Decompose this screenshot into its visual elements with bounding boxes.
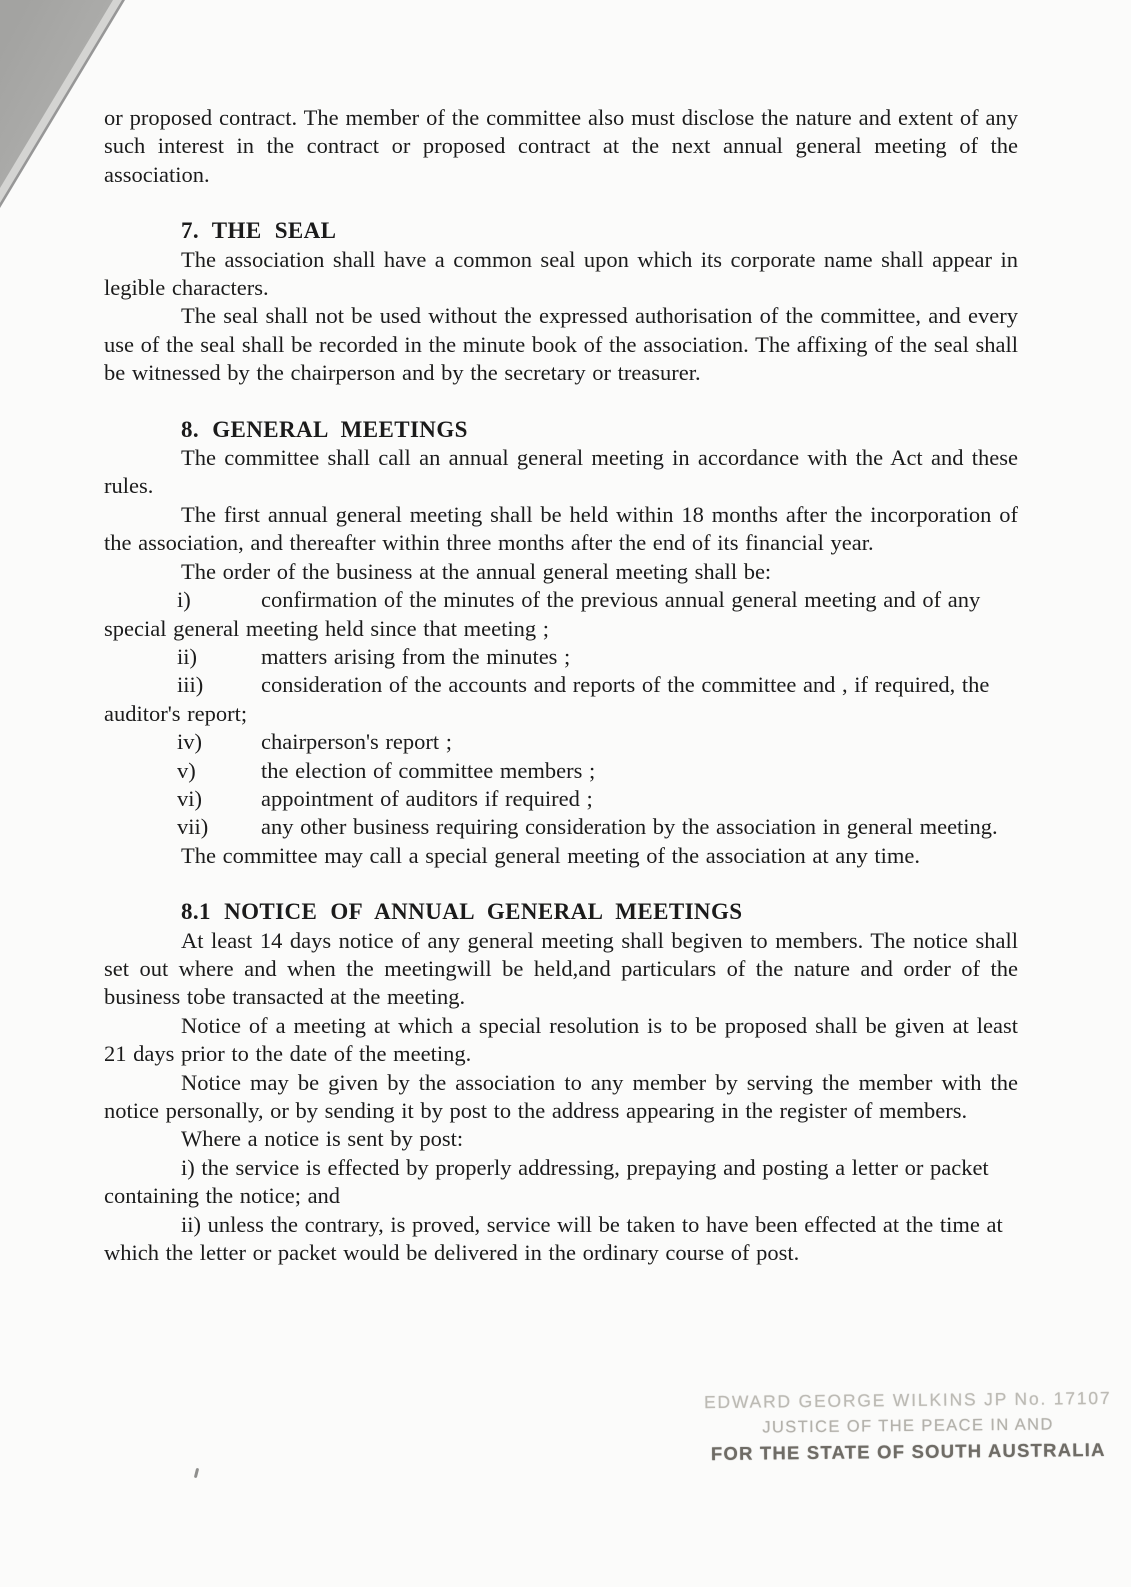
section-8-paragraph-3: The order of the business at the annual general meeting shall be: xyxy=(181,558,772,584)
post-rule-text: unless the contrary, is proved, service will be taken to have been effected at the time at which the letter or packet would be delivered in the ordinary course of post. xyxy=(104,1211,1003,1266)
agenda-item-marker: v) xyxy=(177,757,196,783)
post-rule-marker: ii) xyxy=(181,1211,201,1237)
section-8-1-paragraph-1: At least 14 days notice of any general meeting shall begiven to members. The notice shall set out where and when the meetingwill be held,and particulars of the nature and order of the business tobe transacted at the meeting. xyxy=(104,927,1018,1010)
stamp-state-line: FOR THE STATE OF SOUTH AUSTRALIA xyxy=(710,1438,1106,1465)
agenda-item-text: appointment of auditors if required ; xyxy=(261,785,593,811)
agenda-item-marker: i) xyxy=(177,587,191,613)
section-7-heading: 7. THE SEAL xyxy=(181,218,337,244)
agenda-item-iv xyxy=(104,728,1018,756)
stamp-name-line: EDWARD GEORGE WILKINS JP No. 17107 xyxy=(703,1387,1112,1413)
section-8-paragraph-4: The committee may call a special general meeting of the association at any time. xyxy=(181,842,920,868)
section-8-paragraph-1: The committee shall call an annual general meeting in accordance with the Act and these rules. xyxy=(104,445,1018,499)
agenda-item-iii xyxy=(104,671,1018,728)
section-8-1-paragraph-3: Notice may be given by the association to any member by serving the member with the notice personally, or by sending it by post to the address appearing in the register of members. xyxy=(104,1069,1018,1123)
agenda-item-text: confirmation of the minutes of the previous annual general meeting and of any special general meeting held since that meeting ; xyxy=(104,587,981,641)
agenda-item-marker: iv) xyxy=(177,729,202,755)
section-7-paragraph-2: The seal shall not be used without the expressed authorisation of the committee, and every use of the seal shall be recorded in the minute book of the association. The affixing of the seal shall be witnessed by the chairperson and by the secretary or treasurer. xyxy=(104,303,1018,386)
agenda-item-text: consideration of the accounts and reports of the committee and , if required, the auditor's report; xyxy=(104,672,990,726)
section-8-heading: 8. GENERAL MEETINGS xyxy=(181,416,468,442)
agenda-item-marker: vii) xyxy=(177,814,209,840)
section-8-1-paragraph-2: Notice of a meeting at which a special resolution is to be proposed shall be given at least 21 days prior to the date of the meeting. xyxy=(104,1012,1018,1067)
section-7-paragraph-1: The association shall have a common seal upon which its corporate name shall appear in legible characters. xyxy=(104,246,1018,301)
agenda-item-marker: vi) xyxy=(177,785,202,811)
agenda-item-text: any other business requiring consideration by the association in general meeting. xyxy=(261,814,998,840)
agenda-item-v xyxy=(104,757,1018,785)
post-rule-item-i xyxy=(104,1154,1018,1211)
section-8-paragraph-2: The first annual general meeting shall be held within 18 months after the incorporation of the association, and thereafter within three months after the end of its financial year. xyxy=(104,501,1018,556)
section-8-1-heading: 8.1 NOTICE OF ANNUAL GENERAL MEETINGS xyxy=(181,899,743,925)
intro-paragraph: or proposed contract. The member of the committee also must disclose the nature and extent of any such interest in the contract or proposed contract at the next annual general meeting of the association. xyxy=(104,105,1018,187)
section-8-1-paragraph-4: Where a notice is sent by post: xyxy=(181,1126,464,1152)
agenda-item-text: the election of committee members ; xyxy=(261,757,596,783)
document-content xyxy=(104,104,1018,1267)
agenda-item-i xyxy=(104,586,1018,643)
stamp-title-line: JUSTICE OF THE PEACE IN AND xyxy=(762,1415,1054,1437)
post-rule-marker: i) xyxy=(181,1154,195,1180)
agenda-item-marker: iii) xyxy=(177,672,204,698)
agenda-item-ii xyxy=(104,643,1018,671)
agenda-item-text: chairperson's report ; xyxy=(261,729,452,755)
agenda-item-vii xyxy=(104,813,1018,841)
post-rule-text: the service is effected by properly addressing, prepaying and posting a letter or packet containing the notice; and xyxy=(104,1154,989,1209)
agenda-item-text: matters arising from the minutes ; xyxy=(261,643,571,669)
justice-of-peace-stamp xyxy=(698,1388,1119,1465)
scan-speck-artifact xyxy=(194,1468,199,1478)
post-rule-item-ii xyxy=(104,1211,1018,1268)
agenda-item-vi xyxy=(104,785,1018,813)
agenda-item-marker: ii) xyxy=(177,643,197,669)
